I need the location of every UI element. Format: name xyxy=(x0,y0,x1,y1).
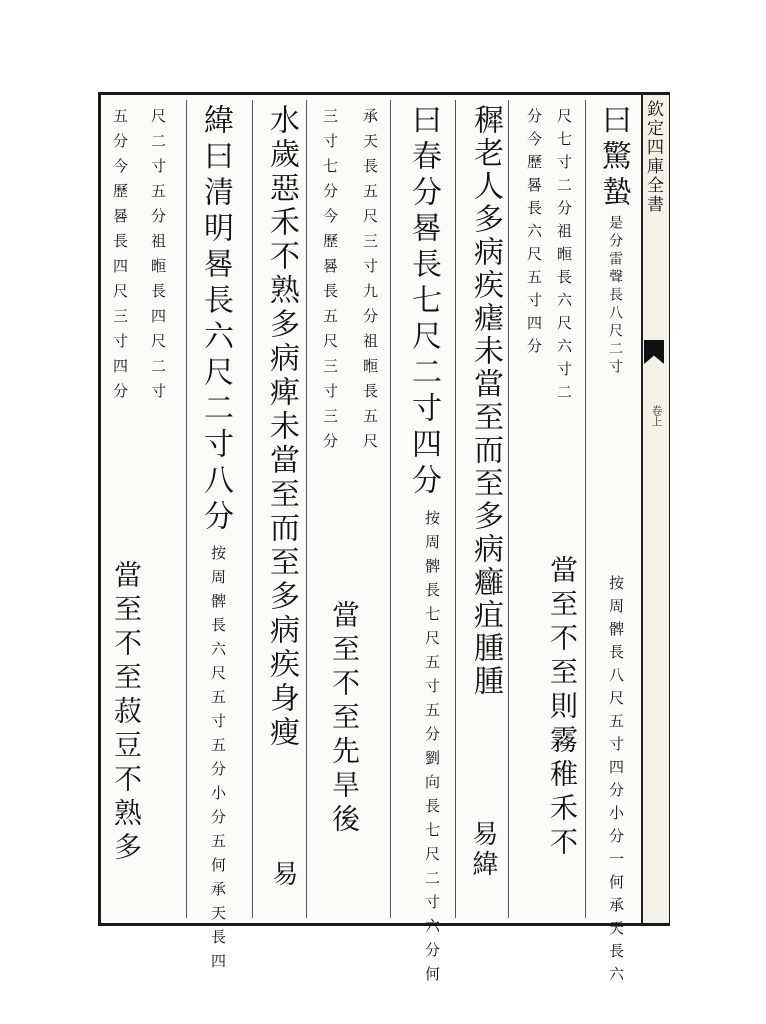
column-5-note: 按周髀長七尺五寸五分劉向長七尺二寸六分何 xyxy=(423,510,441,990)
text-column-1: 曰驚蟄 xyxy=(596,104,631,212)
text-column-11: 五分今歷晷長四尺三寸四分 xyxy=(111,108,129,408)
column-4-tail: 易緯 xyxy=(468,820,498,880)
column-2-note: 當至不至則霧稚禾不 xyxy=(546,555,579,861)
text-column-2: 尺七寸二分祖暅長六尺六寸二 xyxy=(555,108,573,407)
column-rule xyxy=(306,100,307,918)
column-9-note: 按周髀長六尺五寸五分小分五何承天長四 xyxy=(209,545,227,977)
column-rule xyxy=(455,100,456,918)
column-rule xyxy=(252,100,253,918)
book-title: 欽定四庫全書 xyxy=(643,100,663,214)
text-column-8: 水歲惡禾不熟多病痺未當至而至多病疾身瘦 xyxy=(264,104,299,750)
text-column-6: 承天長五尺三寸九分祖暅長五尺 xyxy=(361,108,379,458)
column-rule xyxy=(585,100,586,918)
text-column-10: 尺二寸五分祖暅長四尺二寸 xyxy=(149,108,167,408)
column-8-tail: 易 xyxy=(268,860,298,892)
text-column-5: 曰春分晷長七尺二寸四分 xyxy=(406,104,441,500)
column-1-note: 按周髀長八尺五寸四分小分一何承天長六 xyxy=(607,575,625,989)
text-column-9: 緯曰清明晷長六尺二寸八分 xyxy=(198,104,233,536)
text-column-3: 分今歷晷長六尺五寸四分 xyxy=(525,108,543,361)
column-11-note: 當至不至菽豆不熟多 xyxy=(110,560,143,866)
text-column-4: 穉老人多病疾瘧未當至而至多病癰疽腫腫 xyxy=(468,104,503,698)
column-rule xyxy=(390,100,391,918)
text-column-7: 三寸七分今歷晷長五尺三寸三分 xyxy=(321,108,339,458)
column-rule xyxy=(186,100,187,918)
column-rule xyxy=(508,100,509,918)
section-label: 卷上 xyxy=(650,405,663,427)
column-6-note: 當至不至先旱後 xyxy=(328,600,361,838)
page-margin-strip xyxy=(641,95,669,923)
column-1-annotation: 是分雷聲長八尺二寸 xyxy=(607,215,623,377)
